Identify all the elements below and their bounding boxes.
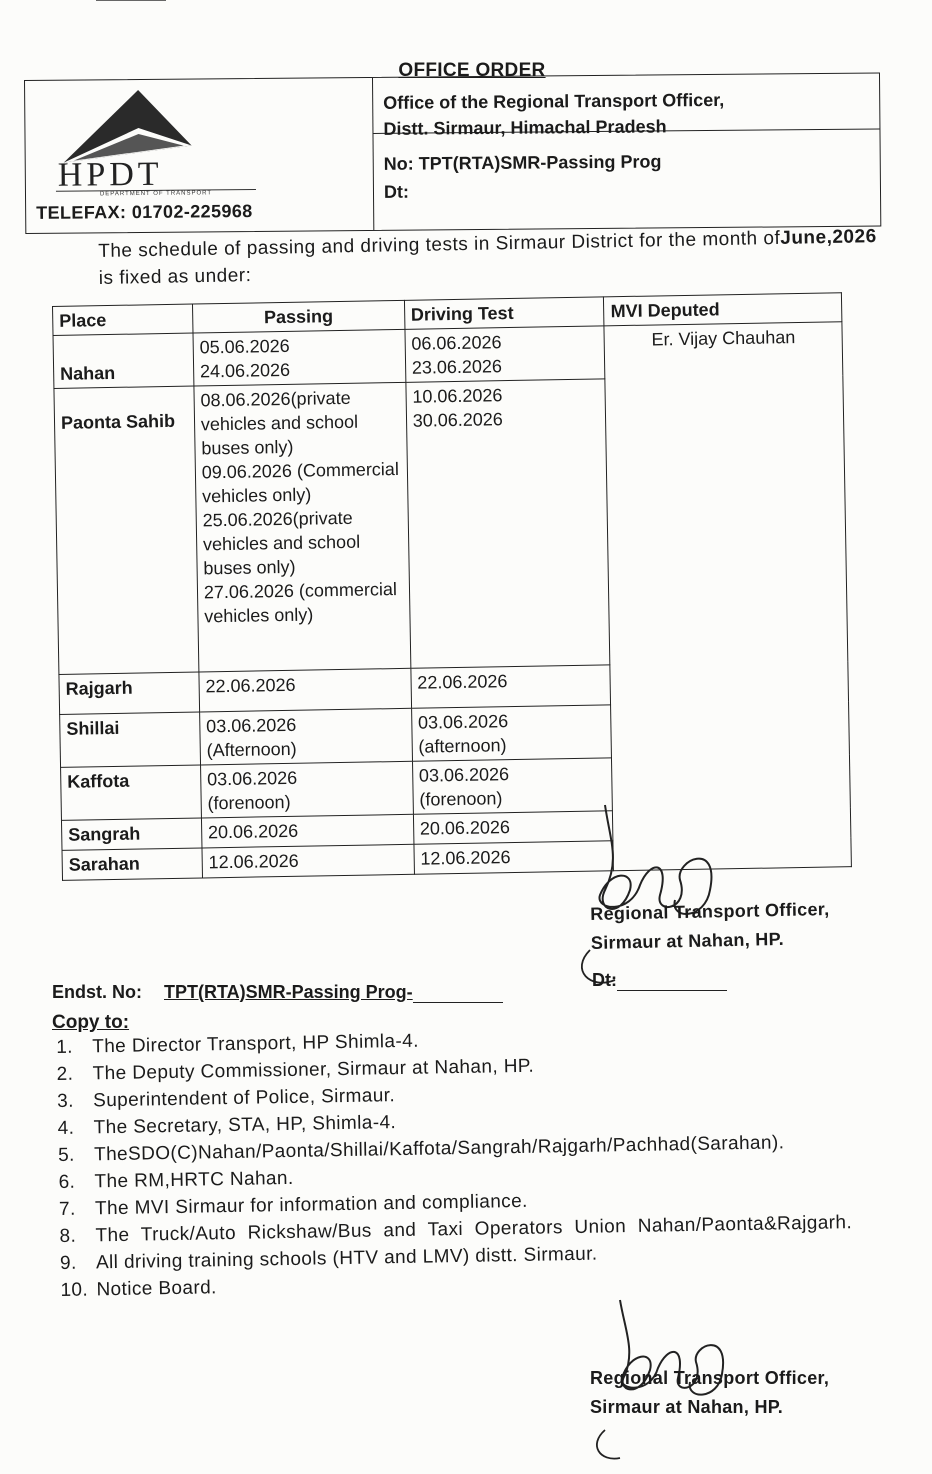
hpdt-logo-icon: [43, 88, 194, 165]
signatory-title: Regional Transport Officer,: [590, 1368, 830, 1388]
endorsement-date-label: Dt:: [592, 970, 617, 990]
intro-paragraph: [98, 223, 889, 292]
column-header-mvi: MVI Deputed: [604, 293, 842, 326]
passing-date: 03.06.2026: [206, 767, 298, 790]
signatory-title: Regional Transport Officer,: [590, 898, 830, 924]
copy-to-heading: Copy to:: [52, 1012, 130, 1033]
list-item: 3. Superintendent of Police, Sirmaur.: [57, 1073, 903, 1115]
passing-date: 08.06.2026(private vehicles and school buses only): [200, 387, 359, 459]
driving-date: 03.06.2026: [418, 764, 510, 786]
list-item: 10. Notice Board.: [60, 1262, 906, 1304]
passing-cell: 22.06.2026: [199, 668, 412, 712]
reference-date: Dt:: [383, 181, 410, 202]
passing-date: 27.06.2026 (commercial vehicles only): [203, 579, 398, 627]
list-item: 8. The Truck/Auto Rickshaw/Bus and Taxi Operators Union Nahan/Paonta&Rajgarh.: [59, 1208, 905, 1250]
passing-date: 25.06.2026(private vehicles and school buses only): [202, 507, 361, 579]
driving-cell: 20.06.2026: [413, 811, 613, 844]
list-item-text: All driving training schools (HTV and LMV) distt. Sirmaur.: [95, 1243, 598, 1274]
list-item-text: The MVI Sirmaur for information and compliance.: [94, 1190, 528, 1220]
paper-edge-mark: [96, 0, 166, 9]
driving-date: 30.06.2026: [412, 409, 504, 431]
signature-block-top: [590, 895, 830, 958]
document-title: OFFICE ORDER: [398, 60, 546, 81]
reference-number: No: TPT(RTA)SMR-Passing Prog: [383, 151, 662, 174]
place-cell: Paonta Sahib: [54, 386, 199, 674]
endorsement-blank: [413, 1002, 503, 1003]
passing-date: 03.06.2026: [206, 714, 297, 737]
list-item-text: The Deputy Commissioner, Sirmaur at Nahan, HP.: [92, 1055, 535, 1085]
endorsement-line: [52, 982, 503, 1003]
passing-date: 05.06.2026: [199, 335, 290, 358]
passing-cell: [199, 708, 412, 765]
column-header-place: Place: [53, 304, 193, 335]
endorsement-label: Endst. No:: [52, 982, 142, 1002]
place-cell: Sangrah: [61, 818, 201, 850]
list-item: 2. The Deputy Commissioner, Sirmaur at Nahan, HP.: [56, 1046, 902, 1088]
driving-cell: [411, 705, 612, 761]
driving-note: (forenoon): [419, 788, 503, 810]
column-header-passing: Passing: [192, 300, 404, 333]
list-item: 4. The Secretary, STA, HP, Shimla-4.: [57, 1100, 903, 1142]
reference-cell: [373, 130, 880, 230]
list-item-text: Superintendent of Police, Sirmaur.: [92, 1085, 396, 1112]
schedule-table: [52, 292, 852, 881]
list-item-text: Notice Board.: [96, 1277, 217, 1301]
intro-text-end: is fixed as under:: [98, 265, 252, 289]
office-line-1: Office of the Regional Transport Officer,: [383, 89, 725, 113]
list-item: 5. TheSDO(C)Nahan/Paonta/Shillai/Kaffota/Sangrah/Rajgarh/Pachhad(Sarahan).: [58, 1127, 904, 1169]
driving-date: 23.06.2026: [411, 356, 503, 378]
list-item-text: The Secretary, STA, HP, Shimla-4.: [93, 1112, 397, 1139]
telefax-number: TELEFAX: 01702-225968: [36, 201, 253, 223]
logo-subtext: DEPARTMENT OF TRANSPORT: [56, 189, 256, 198]
driving-note: (afternoon): [418, 735, 507, 757]
passing-note: (Afternoon): [206, 738, 297, 761]
office-line-2: Distt. Sirmaur, Himachal Pradesh: [383, 116, 667, 139]
driving-cell: 22.06.2026: [411, 665, 611, 708]
place-cell: Shillai: [60, 712, 201, 767]
intro-month: June,2026: [780, 226, 877, 249]
endorsement-date-blank: [617, 990, 727, 991]
driving-date: 06.06.2026: [411, 332, 502, 354]
list-item: 1. The Director Transport, HP Shimla-4.: [56, 1019, 902, 1061]
passing-cell: 12.06.2026: [202, 844, 414, 878]
letterhead-logo-cell: [25, 78, 374, 233]
mvi-cell: Er. Vijay Chauhan: [604, 322, 851, 871]
list-item-text: The RM,HRTC Nahan.: [94, 1167, 294, 1193]
driving-date: 10.06.2026: [412, 385, 503, 407]
passing-date: 24.06.2026: [199, 359, 291, 382]
letterhead-box: [24, 73, 881, 234]
endorsement-date: [592, 970, 727, 991]
list-item-text: TheSDO(C)Nahan/Paonta/Shillai/Kaffota/Sangrah/Rajgarh/Pachhad(Sarahan).: [93, 1132, 785, 1166]
passing-cell: [200, 761, 413, 818]
office-address-cell: [373, 74, 879, 139]
logo-text: HPDT: [57, 155, 163, 194]
passing-cell: 20.06.2026: [201, 814, 413, 848]
list-item: 7. The MVI Sirmaur for information and compliance.: [59, 1181, 905, 1223]
list-item-text: The Truck/Auto Rickshaw/Bus and Taxi Operators Union Nahan/Paonta&Rajgarh.: [95, 1212, 853, 1247]
list-item-text: The Director Transport, HP Shimla-4.: [92, 1030, 419, 1058]
driving-cell: [406, 379, 611, 668]
place-cell: Nahan: [53, 333, 194, 388]
copy-to-list: [56, 1019, 907, 1304]
signatory-place: Sirmaur at Nahan, HP.: [590, 1397, 784, 1417]
driving-date: 03.06.2026: [417, 711, 509, 733]
list-item: 9. All driving training schools (HTV and LMV) distt. Sirmaur.: [60, 1235, 906, 1277]
schedule-table-wrap: [52, 292, 852, 875]
passing-date: 09.06.2026 (Commercial vehicles only): [201, 458, 400, 507]
signature-block-bottom: [590, 1364, 829, 1422]
endorsement-number: TPT(RTA)SMR-Passing Prog-: [164, 982, 413, 1002]
driving-cell: [405, 326, 606, 382]
place-cell: Sarahan: [62, 848, 202, 880]
place-cell: Rajgarh: [59, 672, 200, 714]
intro-text: The schedule of passing and driving tests in Sirmaur District for the month of: [98, 227, 781, 262]
column-header-driving: Driving Test: [404, 297, 604, 329]
driving-cell: 12.06.2026: [414, 841, 614, 874]
passing-note: (forenoon): [207, 791, 291, 814]
list-item: 6. The RM,HRTC Nahan.: [58, 1154, 904, 1196]
passing-cell: [194, 382, 411, 672]
signatory-place: Sirmaur at Nahan, HP.: [590, 928, 785, 953]
passing-cell: [193, 329, 406, 386]
place-cell: Kaffota: [61, 765, 202, 820]
